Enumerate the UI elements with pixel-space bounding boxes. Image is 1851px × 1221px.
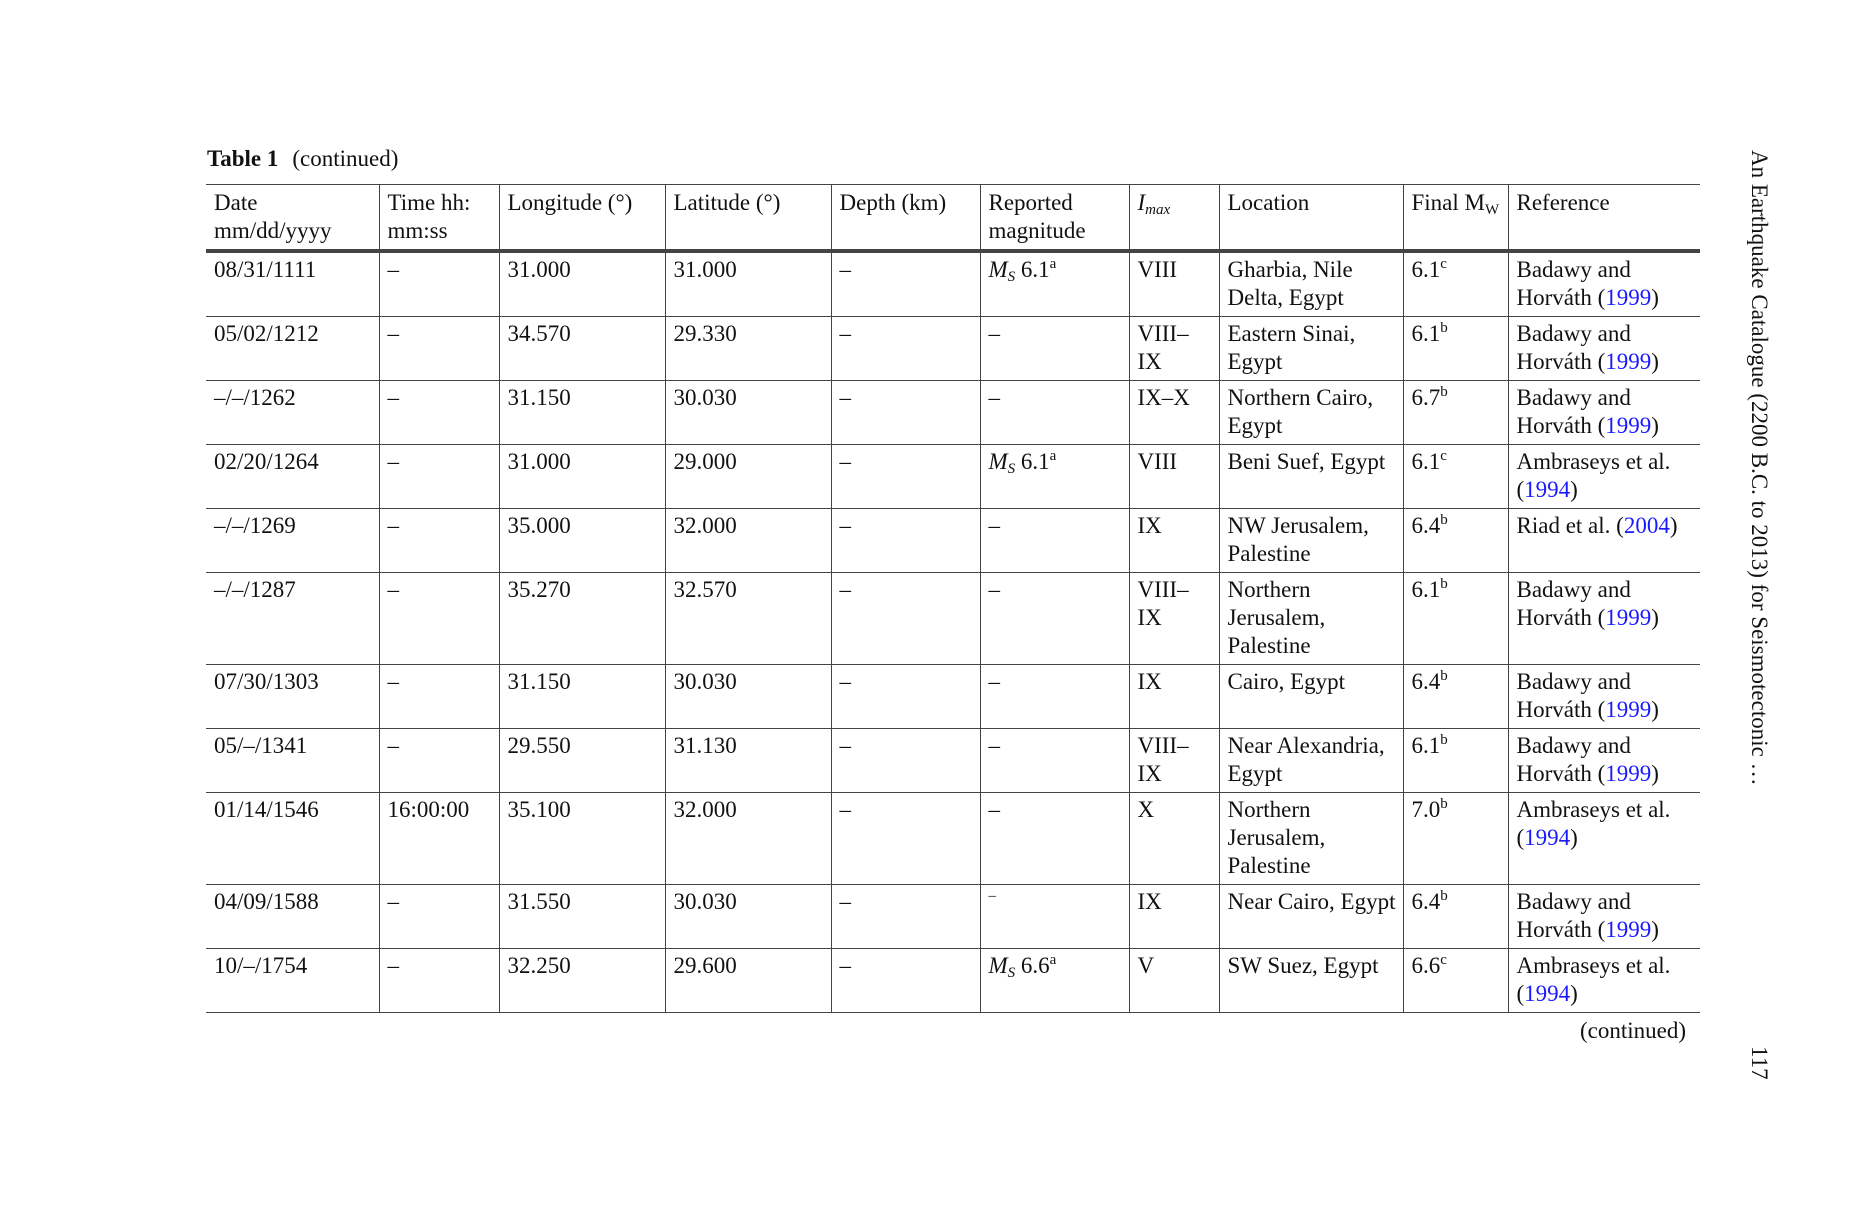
cell-longitude: 29.550 — [499, 729, 665, 793]
table-row — [206, 885, 1700, 949]
cell-latitude: 29.600 — [665, 949, 831, 1013]
cell-longitude: 35.100 — [499, 793, 665, 885]
cell-date: 02/20/1264 — [206, 445, 379, 509]
table-row — [206, 573, 1700, 665]
table-row — [206, 793, 1700, 885]
table-body — [206, 251, 1700, 1013]
cell-latitude: 32.000 — [665, 793, 831, 885]
cell-longitude: 31.150 — [499, 665, 665, 729]
cell-time: – — [379, 885, 499, 949]
header-reported-magnitude: Reported magnitude — [980, 185, 1129, 252]
cell-final-mw: 6.1$^b$ — [1403, 573, 1508, 665]
cell-longitude: 31.000 — [499, 251, 665, 317]
cell-longitude: 31.550 — [499, 885, 665, 949]
cell-date: 10/–/1754 — [206, 949, 379, 1013]
cell-longitude: 31.150 — [499, 381, 665, 445]
cell-location: SW Suez, Egypt — [1219, 949, 1403, 1013]
cell-reported-magnitude: – — [980, 573, 1129, 665]
reference-year-link[interactable]: 1994 — [1524, 981, 1571, 1006]
cell-date: –/–/1287 — [206, 573, 379, 665]
reference-year-link[interactable]: 1999 — [1605, 605, 1652, 630]
cell-reported-magnitude: – — [980, 665, 1129, 729]
cell-longitude: 31.000 — [499, 445, 665, 509]
cell-time: – — [379, 949, 499, 1013]
cell-reported-magnitude: – — [980, 381, 1129, 445]
cell-reference: Badawy and Horváth (1999) — [1516, 577, 1659, 630]
table-header-row — [206, 185, 1700, 252]
cell-reference: Ambraseys et al. (1994) — [1516, 953, 1671, 1006]
table-row — [206, 251, 1700, 317]
reference-year-link[interactable]: 1999 — [1605, 917, 1652, 942]
table-row — [206, 949, 1700, 1013]
reference-year-link[interactable]: 2004 — [1623, 513, 1670, 538]
reference-year-link[interactable]: 1999 — [1605, 697, 1652, 722]
header-longitude: Longitude (°) — [499, 185, 665, 252]
cell-time: – — [379, 317, 499, 381]
cell-latitude: 29.330 — [665, 317, 831, 381]
cell-time: – — [379, 445, 499, 509]
cell-latitude: 31.130 — [665, 729, 831, 793]
cell-imax: IX — [1129, 665, 1219, 729]
cell-time: – — [379, 729, 499, 793]
cell-reported-magnitude: – — [980, 729, 1129, 793]
cell-reference: Badawy and Horváth (1999) — [1516, 889, 1659, 942]
cell-time: – — [379, 573, 499, 665]
table-row — [206, 729, 1700, 793]
cell-date: 05/02/1212 — [206, 317, 379, 381]
cell-location: Beni Suef, Egypt — [1219, 445, 1403, 509]
reference-year-link[interactable]: 1999 — [1605, 285, 1652, 310]
header-depth: Depth (km) — [831, 185, 980, 252]
cell-date: 04/09/1588 — [206, 885, 379, 949]
cell-latitude: 30.030 — [665, 381, 831, 445]
cell-depth: – — [831, 445, 980, 509]
cell-imax: VIII–IX — [1129, 317, 1219, 381]
cell-date: 08/31/1111 — [206, 251, 379, 317]
reference-year-link[interactable]: 1999 — [1605, 349, 1652, 374]
cell-reported-magnitude: – — [980, 317, 1129, 381]
cell-reference: Ambraseys et al. (1994) — [1516, 797, 1671, 850]
cell-depth: – — [831, 729, 980, 793]
cell-imax: VIII — [1129, 445, 1219, 509]
cell-depth: – — [831, 885, 980, 949]
cell-reference: Badawy and Horváth (1999) — [1516, 669, 1659, 722]
cell-reference: Badawy and Horváth (1999) — [1516, 321, 1659, 374]
cell-date: 01/14/1546 — [206, 793, 379, 885]
cell-final-mw: 7.0$^b$ — [1403, 793, 1508, 885]
cell-reported-magnitude: $M_S$ 6.1$^a$ — [980, 445, 1129, 509]
cell-longitude: 32.250 — [499, 949, 665, 1013]
cell-final-mw: 6.4$^b$ — [1403, 509, 1508, 573]
cell-time: – — [379, 665, 499, 729]
cell-reported-magnitude: $M_S$ 6.6$^a$ — [980, 949, 1129, 1013]
cell-imax: VIII–IX — [1129, 573, 1219, 665]
cell-location: Near Cairo, Egypt — [1219, 885, 1403, 949]
header-time: Time hh: mm:ss — [379, 185, 499, 252]
cell-time: 16:00:00 — [379, 793, 499, 885]
cell-latitude: 32.000 — [665, 509, 831, 573]
cell-location: Eastern Sinai, Egypt — [1219, 317, 1403, 381]
cell-reported-magnitude: $M_S$ 6.1$^a$ — [980, 251, 1129, 317]
cell-imax: IX — [1129, 509, 1219, 573]
cell-depth: – — [831, 381, 980, 445]
earthquake-catalogue-table — [206, 184, 1700, 1013]
cell-longitude: 35.000 — [499, 509, 665, 573]
cell-date: –/–/1269 — [206, 509, 379, 573]
cell-reference: Badawy and Horváth (1999) — [1516, 257, 1659, 310]
table-row — [206, 445, 1700, 509]
cell-location: Northern Jerusalem, Palestine — [1219, 793, 1403, 885]
reference-year-link[interactable]: 1999 — [1605, 761, 1652, 786]
cell-final-mw: 6.4$^b$ — [1403, 885, 1508, 949]
cell-final-mw: 6.6$^c$ — [1403, 949, 1508, 1013]
cell-latitude: 30.030 — [665, 665, 831, 729]
header-location: Location — [1219, 185, 1403, 252]
cell-depth: – — [831, 665, 980, 729]
cell-latitude: 31.000 — [665, 251, 831, 317]
cell-final-mw: 6.1$^c$ — [1403, 445, 1508, 509]
cell-time: – — [379, 509, 499, 573]
running-head: An Earthquake Catalogue (2200 B.C. to 2013) for Seismotectonic … — [1747, 150, 1772, 786]
cell-longitude: 34.570 — [499, 317, 665, 381]
cell-location: NW Jerusalem, Palestine — [1219, 509, 1403, 573]
table-label: Table 1 — [207, 146, 279, 171]
reference-year-link[interactable]: 1994 — [1524, 825, 1571, 850]
cell-longitude: 35.270 — [499, 573, 665, 665]
cell-reported-magnitude: – — [980, 885, 1129, 949]
cell-date: –/–/1262 — [206, 381, 379, 445]
cell-location: Northern Cairo, Egypt — [1219, 381, 1403, 445]
cell-location: Gharbia, Nile Delta, Egypt — [1219, 251, 1403, 317]
header-latitude: Latitude (°) — [665, 185, 831, 252]
cell-depth: – — [831, 251, 980, 317]
cell-depth: – — [831, 317, 980, 381]
cell-final-mw: 6.1$^b$ — [1403, 729, 1508, 793]
cell-imax: IX — [1129, 885, 1219, 949]
cell-reference: Badawy and Horváth (1999) — [1516, 385, 1659, 438]
table-row — [206, 381, 1700, 445]
header-imax: $I_{max}$ — [1129, 185, 1219, 252]
cell-imax: X — [1129, 793, 1219, 885]
cell-reference: Ambraseys et al. (1994) — [1516, 449, 1671, 502]
header-reference: Reference — [1508, 185, 1700, 252]
cell-imax: VIII — [1129, 251, 1219, 317]
cell-latitude: 32.570 — [665, 573, 831, 665]
reference-year-link[interactable]: 1999 — [1605, 413, 1652, 438]
cell-location: Near Alexandria, Egypt — [1219, 729, 1403, 793]
cell-reference: Badawy and Horváth (1999) — [1516, 733, 1659, 786]
cell-time: – — [379, 381, 499, 445]
cell-reference: Riad et al. (2004) — [1516, 513, 1678, 538]
cell-reported-magnitude: – — [980, 793, 1129, 885]
table-row — [206, 509, 1700, 573]
cell-latitude: 30.030 — [665, 885, 831, 949]
cell-location: Northern Jerusalem, Palestine — [1219, 573, 1403, 665]
cell-final-mw: 6.1$^c$ — [1403, 251, 1508, 317]
cell-imax: IX–X — [1129, 381, 1219, 445]
cell-location: Cairo, Egypt — [1219, 665, 1403, 729]
cell-final-mw: 6.1$^b$ — [1403, 317, 1508, 381]
cell-final-mw: 6.4$^b$ — [1403, 665, 1508, 729]
page-number: 117 — [1747, 1046, 1772, 1080]
cell-reported-magnitude: – — [980, 509, 1129, 573]
table-continued-note: (continued) — [292, 146, 399, 171]
table-row — [206, 317, 1700, 381]
cell-date: 07/30/1303 — [206, 665, 379, 729]
continued-footer: (continued) — [1580, 1018, 1687, 1043]
cell-imax: VIII–IX — [1129, 729, 1219, 793]
cell-depth: – — [831, 509, 980, 573]
reference-year-link[interactable]: 1994 — [1524, 477, 1571, 502]
table-row — [206, 665, 1700, 729]
cell-latitude: 29.000 — [665, 445, 831, 509]
header-date: Date mm/dd/yyyy — [206, 185, 379, 252]
cell-depth: – — [831, 573, 980, 665]
table-caption — [207, 146, 398, 172]
cell-depth: – — [831, 793, 980, 885]
header-final-mw: Final $M_W$ — [1403, 185, 1508, 252]
cell-time: – — [379, 251, 499, 317]
cell-depth: – — [831, 949, 980, 1013]
cell-final-mw: 6.7$^b$ — [1403, 381, 1508, 445]
cell-imax: V — [1129, 949, 1219, 1013]
cell-date: 05/–/1341 — [206, 729, 379, 793]
